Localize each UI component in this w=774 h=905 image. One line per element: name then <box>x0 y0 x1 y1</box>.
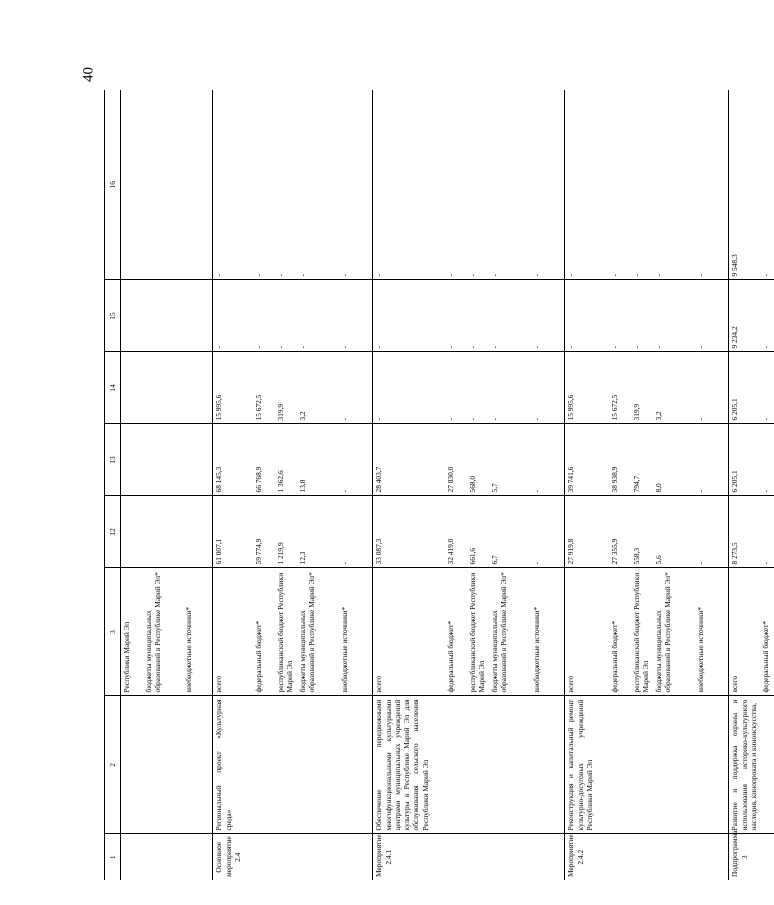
amount-cell: - <box>445 90 467 280</box>
column-header: 16 <box>105 90 121 280</box>
amount-cell: - <box>695 280 729 352</box>
funding-source-cell: федеральный бюджет* <box>253 568 275 696</box>
funding-source-cell: федеральный бюджет* <box>445 568 467 696</box>
amount-cell <box>143 352 183 424</box>
program-code-cell <box>631 834 653 880</box>
amount-cell <box>183 496 213 568</box>
amount-cell: 319,9 <box>631 352 653 424</box>
amount-cell: - <box>631 90 653 280</box>
amount-cell: - <box>565 280 609 352</box>
amount-cell: 8,0 <box>653 424 695 496</box>
amount-cell: 15 995,6 <box>565 352 609 424</box>
amount-cell: 794,7 <box>631 424 653 496</box>
amount-cell: 9 548,3 <box>729 90 760 280</box>
amount-cell: - <box>695 496 729 568</box>
table-body <box>105 90 774 880</box>
program-name-cell <box>467 696 489 834</box>
amount-cell: 39 741,6 <box>565 424 609 496</box>
amount-cell: 661,6 <box>467 496 489 568</box>
amount-cell: - <box>467 280 489 352</box>
amount-cell: - <box>760 496 774 568</box>
column-header: 1 <box>105 834 121 880</box>
table-row <box>143 90 183 880</box>
amount-cell: 15 672,5 <box>609 352 631 424</box>
amount-cell: 568,0 <box>467 424 489 496</box>
program-code-cell <box>445 834 467 880</box>
program-name-cell <box>121 696 143 834</box>
program-code-cell <box>653 834 695 880</box>
amount-cell: - <box>489 90 531 280</box>
program-code-cell <box>253 834 275 880</box>
program-name-cell: Региональный проект «Культурная среда» <box>213 696 253 834</box>
amount-cell: - <box>339 352 373 424</box>
table-row <box>275 90 297 880</box>
amount-cell <box>143 280 183 352</box>
program-code-cell <box>143 834 183 880</box>
program-code-cell <box>695 834 729 880</box>
table-row <box>121 90 143 880</box>
amount-cell: - <box>253 90 275 280</box>
amount-cell: 6 205,1 <box>729 352 760 424</box>
amount-cell: - <box>760 280 774 352</box>
amount-cell: 13,8 <box>297 424 339 496</box>
table-row <box>467 90 489 880</box>
funding-source-cell: республиканский бюджет Республики Марий Эл <box>467 568 489 696</box>
program-name-cell <box>695 696 729 834</box>
table-row <box>609 90 631 880</box>
amount-cell: - <box>467 90 489 280</box>
budget-table <box>104 90 774 880</box>
amount-cell: - <box>760 90 774 280</box>
amount-cell: - <box>609 90 631 280</box>
amount-cell: - <box>609 280 631 352</box>
program-code-cell <box>339 834 373 880</box>
amount-cell <box>143 90 183 280</box>
column-header: 12 <box>105 496 121 568</box>
program-name-cell <box>531 696 565 834</box>
amount-cell: 33 087,3 <box>373 496 445 568</box>
program-code-cell: Мероприятие 2.4.2 <box>566 834 585 877</box>
amount-cell: 68 145,3 <box>213 424 253 496</box>
amount-cell: - <box>253 280 275 352</box>
amount-cell: 27 919,8 <box>565 496 609 568</box>
amount-cell <box>121 424 143 496</box>
funding-source-cell: внебюджетные источники* <box>695 568 729 696</box>
amount-cell: - <box>565 90 609 280</box>
amount-cell: 1 219,9 <box>275 496 297 568</box>
amount-cell <box>143 496 183 568</box>
program-name-cell <box>653 696 695 834</box>
amount-cell: 1 362,6 <box>275 424 297 496</box>
table-row <box>445 90 467 880</box>
funding-source-cell: республиканский бюджет Республики Марий Эл <box>631 568 653 696</box>
amount-cell <box>121 352 143 424</box>
column-header: 13 <box>105 424 121 496</box>
program-name-cell <box>631 696 653 834</box>
amount-cell: 8 273,5 <box>729 496 760 568</box>
amount-cell: - <box>760 352 774 424</box>
table-row <box>213 90 253 880</box>
amount-cell: - <box>653 280 695 352</box>
table-row <box>297 90 339 880</box>
program-name-cell <box>609 696 631 834</box>
table-row <box>760 90 774 880</box>
column-header: 3 <box>105 568 121 696</box>
funding-source-cell: республиканский бюджет Республики Марий Эл <box>275 568 297 696</box>
amount-cell <box>183 280 213 352</box>
amount-cell: 12,3 <box>297 496 339 568</box>
amount-cell: - <box>373 90 445 280</box>
rotated-page <box>104 90 770 880</box>
program-name-cell: Обеспечение передвижными многофункциональными культурными центрами муниципальных учреждений культуры в Республике Марий Эл для обслуживания сельского населения Республики Марий Эл <box>373 696 445 834</box>
table-row <box>253 90 275 880</box>
amount-cell: - <box>445 352 467 424</box>
amount-cell: 319,9 <box>275 352 297 424</box>
program-name-cell: Реконструкция и капитальный ремонт культурно-досуговых учреждений Республики Марий Эл <box>565 696 609 834</box>
program-code-cell <box>121 834 143 880</box>
amount-cell: - <box>695 424 729 496</box>
amount-cell: 3,2 <box>297 352 339 424</box>
table-row <box>373 90 445 880</box>
amount-cell: 3,2 <box>653 352 695 424</box>
amount-cell: 6,7 <box>489 496 531 568</box>
funding-source-cell: федеральный бюджет* <box>609 568 631 696</box>
funding-source-cell: всего <box>565 568 609 696</box>
program-code-cell: Подпрограмма 3 <box>730 830 749 877</box>
program-code-cell: Основное мероприятие 2.4 <box>214 836 242 877</box>
amount-cell: - <box>213 90 253 280</box>
amount-cell: - <box>489 352 531 424</box>
funding-source-cell: всего <box>729 568 760 696</box>
amount-cell: - <box>373 352 445 424</box>
amount-cell <box>143 424 183 496</box>
amount-cell <box>183 90 213 280</box>
amount-cell: - <box>531 352 565 424</box>
amount-cell: - <box>695 352 729 424</box>
amount-cell: - <box>531 496 565 568</box>
amount-cell: 66 768,9 <box>253 424 275 496</box>
funding-source-cell: бюджеты муниципальных образований в Республике Марий Эл* <box>143 568 183 696</box>
amount-cell: 27 830,0 <box>445 424 467 496</box>
amount-cell <box>121 280 143 352</box>
funding-source-cell: бюджеты муниципальных образований в Республике Марий Эл* <box>653 568 695 696</box>
amount-cell: - <box>531 424 565 496</box>
amount-cell: - <box>275 90 297 280</box>
page-number: 40 <box>80 67 97 82</box>
amount-cell: - <box>339 90 373 280</box>
program-code-cell <box>609 834 631 880</box>
funding-source-cell: Республики Марий Эл <box>121 568 143 696</box>
program-name-cell <box>253 696 275 834</box>
program-code-cell <box>467 834 489 880</box>
table-header-row <box>105 90 121 880</box>
amount-cell: - <box>275 280 297 352</box>
amount-cell: - <box>760 424 774 496</box>
amount-cell: 32 419,0 <box>445 496 467 568</box>
amount-cell <box>121 90 143 280</box>
program-code-cell <box>297 834 339 880</box>
amount-cell: - <box>631 280 653 352</box>
amount-cell: 6 205,1 <box>729 424 760 496</box>
program-name-cell <box>297 696 339 834</box>
program-name-cell <box>275 696 297 834</box>
amount-cell: - <box>695 90 729 280</box>
amount-cell: 15 672,5 <box>253 352 275 424</box>
amount-cell: - <box>531 280 565 352</box>
program-code-cell <box>183 834 213 880</box>
table-row <box>653 90 695 880</box>
funding-source-cell: всего <box>213 568 253 696</box>
amount-cell: 15 995,6 <box>213 352 253 424</box>
table-row <box>339 90 373 880</box>
column-header: 14 <box>105 352 121 424</box>
amount-cell: 9 234,2 <box>729 280 760 352</box>
program-code-cell: Мероприятие 2.4.1 <box>374 834 393 877</box>
amount-cell: 5,6 <box>653 496 695 568</box>
funding-source-cell: бюджеты муниципальных образований в Республике Марий Эл* <box>489 568 531 696</box>
table-row <box>183 90 213 880</box>
amount-cell: - <box>531 90 565 280</box>
funding-source-cell: бюджеты муниципальных образований в Республике Марий Эл* <box>297 568 339 696</box>
amount-cell: - <box>297 280 339 352</box>
program-name-cell <box>339 696 373 834</box>
amount-cell: - <box>467 352 489 424</box>
column-header: 15 <box>105 280 121 352</box>
amount-cell: - <box>339 496 373 568</box>
funding-source-cell: внебюджетные источники* <box>531 568 565 696</box>
program-code-cell <box>531 834 565 880</box>
funding-source-cell: внебюджетные источники* <box>183 568 213 696</box>
table-row <box>631 90 653 880</box>
amount-cell: - <box>653 90 695 280</box>
table-row <box>695 90 729 880</box>
amount-cell: - <box>489 280 531 352</box>
amount-cell: 38 938,9 <box>609 424 631 496</box>
table-row <box>531 90 565 880</box>
program-name-cell <box>760 696 774 834</box>
amount-cell <box>183 424 213 496</box>
amount-cell <box>183 352 213 424</box>
column-header: 2 <box>105 696 121 834</box>
program-name-cell <box>183 696 213 834</box>
amount-cell: 59 774,9 <box>253 496 275 568</box>
program-code-cell <box>275 834 297 880</box>
table-row <box>729 90 760 880</box>
amount-cell: - <box>339 424 373 496</box>
funding-source-cell: федеральный бюджет* <box>760 568 774 696</box>
funding-source-cell: внебюджетные источники* <box>339 568 373 696</box>
funding-source-cell: всего <box>373 568 445 696</box>
table-row <box>565 90 609 880</box>
program-name-cell <box>445 696 467 834</box>
program-code-cell <box>489 834 531 880</box>
amount-cell: - <box>445 280 467 352</box>
program-name-cell <box>489 696 531 834</box>
amount-cell: - <box>339 280 373 352</box>
program-name-cell: Развитие и поддержка охраны и использования историко-культурного наследия, кинопроката и киноискусства, <box>729 696 760 834</box>
amount-cell: - <box>297 90 339 280</box>
amount-cell: - <box>373 280 445 352</box>
amount-cell <box>121 496 143 568</box>
program-name-cell <box>143 696 183 834</box>
amount-cell: - <box>213 280 253 352</box>
amount-cell: 61 007,1 <box>213 496 253 568</box>
amount-cell: 28 403,7 <box>373 424 445 496</box>
amount-cell: 5,7 <box>489 424 531 496</box>
program-code-cell <box>760 834 774 880</box>
amount-cell: 558,3 <box>631 496 653 568</box>
table-row <box>489 90 531 880</box>
amount-cell: 27 355,9 <box>609 496 631 568</box>
